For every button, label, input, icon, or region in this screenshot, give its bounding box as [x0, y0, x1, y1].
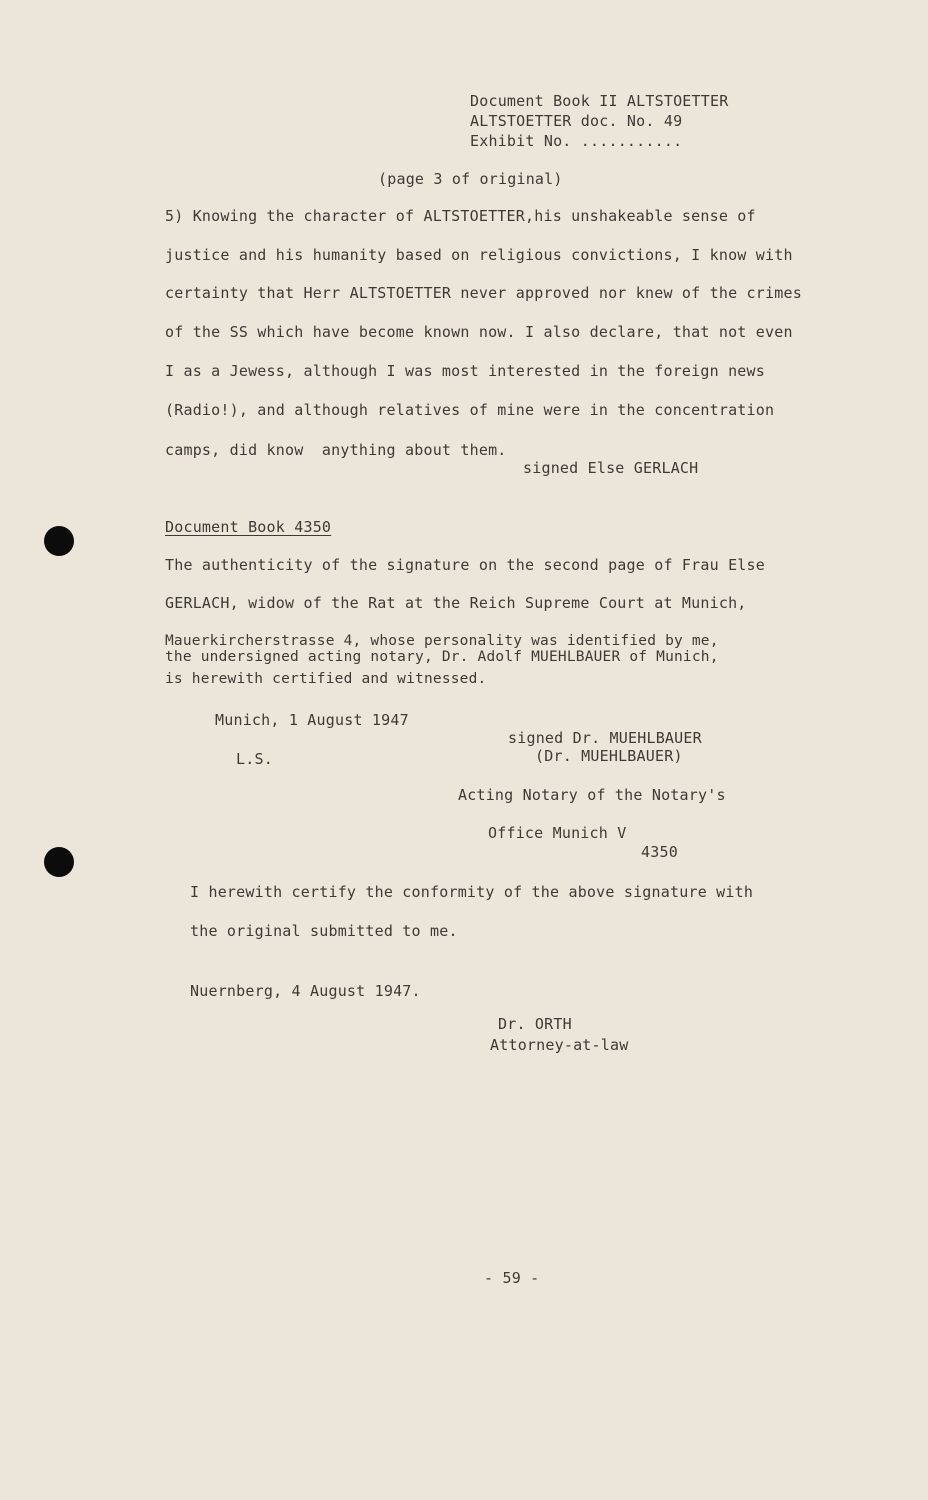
- attestation-line: the original submitted to me.: [190, 922, 458, 940]
- punch-hole: [44, 847, 74, 877]
- statement-line: camps, did know anything about them.: [165, 441, 507, 459]
- statement-line: (Radio!), and although relatives of mine were in the concentration: [165, 401, 775, 419]
- page-of-original-note: (page 3 of original): [378, 170, 563, 188]
- attestation-place-date: Nuernberg, 4 August 1947.: [190, 982, 421, 1000]
- statement-line: 5) Knowing the character of ALTSTOETTER,his unshakeable sense of: [165, 207, 756, 225]
- certification-line: The authenticity of the signature on the second page of Frau Else: [165, 556, 765, 574]
- punch-hole: [44, 526, 74, 556]
- certification-line: GERLACH, widow of the Rat at the Reich Supreme Court at Munich,: [165, 594, 747, 612]
- statement-line: justice and his humanity based on religious convictions, I know with: [165, 246, 793, 264]
- header-doc-number: ALTSTOETTER doc. No. 49: [470, 112, 683, 130]
- statement-line: of the SS which have become known now. I also declare, that not even: [165, 323, 793, 341]
- header-exhibit-number: Exhibit No. ...........: [470, 132, 683, 150]
- attestation-title: Attorney-at-law: [490, 1036, 629, 1054]
- notary-signed-name: (Dr. MUEHLBAUER): [535, 747, 683, 765]
- notary-seal: L.S.: [236, 750, 273, 768]
- certification-line: is herewith certified and witnessed.: [165, 671, 487, 687]
- certification-line: Mauerkircherstrasse 4, whose personality was identified by me,: [165, 633, 719, 649]
- attestation-line: I herewith certify the conformity of the above signature with: [190, 883, 754, 901]
- notary-office-line: Office Munich V: [488, 824, 627, 842]
- certification-line: the undersigned acting notary, Dr. Adolf MUEHLBAUER of Munich,: [165, 649, 719, 665]
- statement-signature: signed Else GERLACH: [523, 459, 699, 477]
- notary-place-date: Munich, 1 August 1947: [215, 711, 409, 729]
- header-document-book: Document Book II ALTSTOETTER: [470, 92, 729, 110]
- notary-signed-line: signed Dr. MUEHLBAUER: [508, 729, 702, 747]
- statement-line: certainty that Herr ALTSTOETTER never approved nor knew of the crimes: [165, 284, 802, 302]
- notary-office-number: 4350: [641, 843, 678, 861]
- attestation-signer: Dr. ORTH: [498, 1015, 572, 1033]
- statement-line: I as a Jewess, although I was most interested in the foreign news: [165, 362, 765, 380]
- notary-office-line: Acting Notary of the Notary's: [458, 786, 726, 804]
- certification-heading: Document Book 4350: [165, 518, 332, 536]
- page-number: - 59 -: [484, 1269, 540, 1287]
